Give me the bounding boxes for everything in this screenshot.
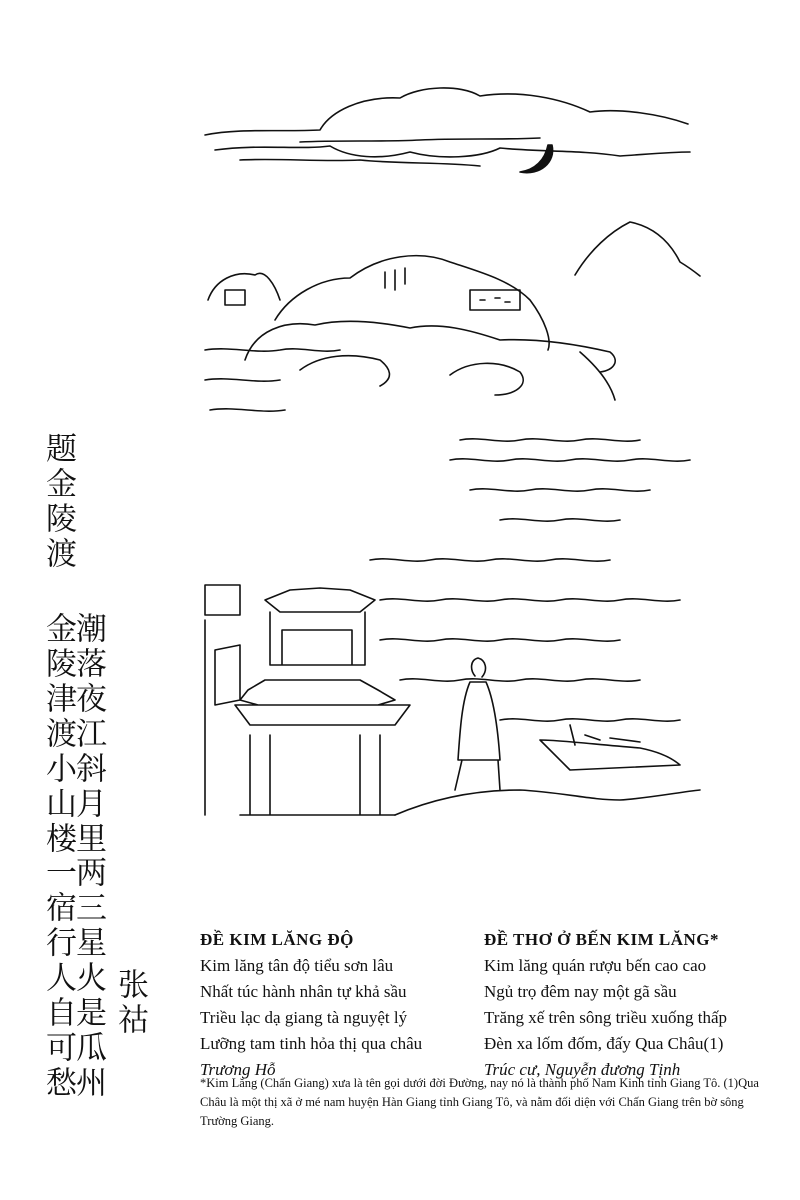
poem-right-title: ĐỀ THƠ Ở BẾN KIM LĂNG* [484, 930, 720, 949]
poem-left-line-1: Kim lăng tân độ tiểu sơn lâu [200, 956, 394, 975]
pavilion-drawing [205, 585, 410, 815]
chinese-title: 题金陵渡 [40, 432, 76, 572]
poem-right-line-2: Ngủ trọ đêm nay một gã sầu [484, 982, 677, 1001]
chinese-author: 张祜 [112, 968, 148, 1038]
figure-drawing [455, 658, 500, 790]
poem-right-author: Trúc cư, Nguyễn đương Tịnh [484, 1060, 681, 1079]
poem-left-author: Trương Hỗ [200, 1060, 276, 1079]
poem-left-title: ĐỀ KIM LĂNG ĐỘ [200, 930, 354, 949]
chinese-line-2: 潮落夜江斜月里 [70, 612, 106, 857]
hill-drawing [575, 222, 700, 276]
poem-right-line-3: Trăng xế trên sông triều xuống thấp [484, 1008, 728, 1027]
cloud-drawing [205, 88, 690, 166]
footnote: *Kim Lăng (Chấn Giang) xưa là tên gọi dưới đời Đường, nay nó là thành phố Nam Kinh tỉnh Giang Tô. (1)Qua Châu là một thị xã ở mé nam huyện Hàn Giang tỉnh Giang Tô, và nằm đối diện với Chấn Giang trên bờ sông Trường Giang. [200, 1076, 759, 1128]
chinese-line-3: 一宿行人自可愁 [40, 856, 76, 1101]
shore-drawing [395, 790, 700, 815]
poem-left [200, 930, 422, 1080]
poem-left-line-4: Lưỡng tam tinh hỏa thị qua châu [200, 1034, 423, 1053]
poem-left-line-2: Nhất túc hành nhân tự khả sầu [200, 982, 407, 1001]
poem-right [484, 930, 727, 1080]
boat-drawing [540, 725, 680, 770]
poem-right-line-1: Kim lăng quán rượu bến cao cao [484, 956, 707, 975]
village-drawing [225, 268, 520, 310]
poem-right-line-4: Đèn xa lốm đốm, đấy Qua Châu(1) [484, 1034, 724, 1053]
chinese-line-4: 两三星火是瓜州 [70, 856, 106, 1101]
chinese-line-1: 金陵津渡小山楼 [40, 612, 76, 857]
island-drawing [208, 256, 615, 400]
poem-left-line-3: Triều lạc dạ giang tà nguyệt lý [200, 1008, 408, 1027]
